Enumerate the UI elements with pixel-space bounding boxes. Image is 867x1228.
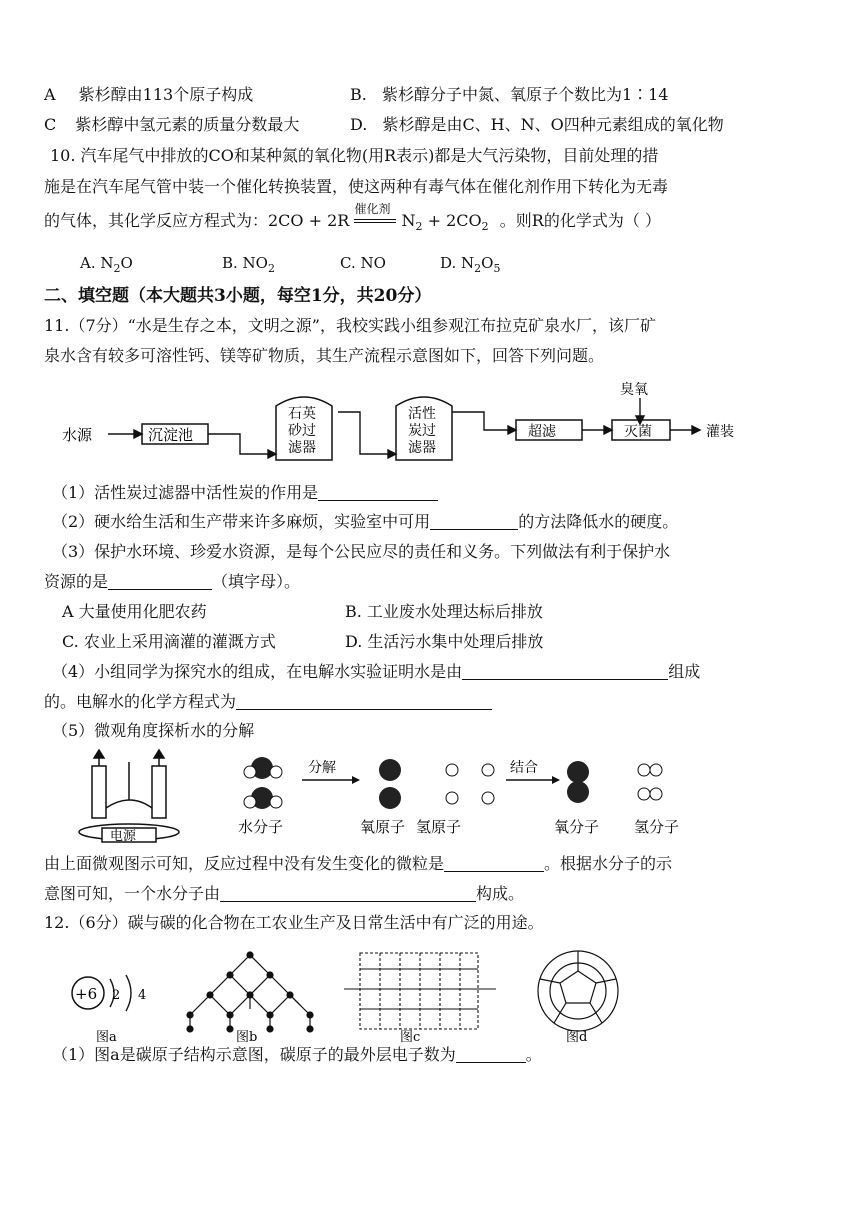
q11-opt-c: C. 农业上采用滴灌的灌溉方式 <box>62 632 276 651</box>
flow-carbon-3: 滤器 <box>408 440 436 456</box>
q10-catalyst-arrow <box>354 202 396 232</box>
q11-part2-blank[interactable] <box>430 513 518 530</box>
q11-opt-a: A 大量使用化肥农药 <box>62 602 207 621</box>
q11-part3-line1: （3）保护水环境、珍爱水资源，是每个公民应尽的责任和义务。下列做法有利于保护水 <box>52 542 671 561</box>
fig-a-label: 图a <box>96 1030 117 1045</box>
flow-carbon-1: 活性 <box>408 406 436 422</box>
q10-question: 。则R的化学式为（ ） <box>499 211 661 230</box>
q10-opt-a-tail: O <box>120 254 133 272</box>
q9-option-d-text: 紫杉醇是由C、H、N、O四种元素组成的氧化物 <box>382 115 724 134</box>
q11-part5-after1-post: 。根据水分子的示 <box>544 854 673 873</box>
flow-sterilize: 灭菌 <box>624 424 652 440</box>
flow-sand-2: 砂过 <box>288 423 316 439</box>
flow-settle: 沉淀池 <box>148 426 194 444</box>
c60-structure <box>538 951 618 1031</box>
water-molecules <box>244 757 282 809</box>
flow-carbon-2: 炭过 <box>408 423 436 439</box>
q11-flow-diagram <box>0 380 867 470</box>
q11-part3-line2 <box>44 571 300 593</box>
q11-micro-diagram <box>0 748 867 844</box>
q11-part2-pre: （2）硬水给生活和生产带来许多麻烦，实验室中可用 <box>52 512 431 531</box>
q10-opt-b-text: B. NO <box>222 254 268 272</box>
q11-part5-after2-pre: 意图可知，一个水分子由 <box>44 884 221 903</box>
decompose-label: 分解 <box>308 760 336 776</box>
q10-product-n-sub: 2 <box>415 220 423 233</box>
q12-figures <box>0 945 867 1045</box>
hydrogen-molecule-label: 氢分子 <box>634 818 680 836</box>
q11-flow-svg <box>0 380 867 470</box>
hydrogen-atom-label: 氢原子 <box>416 818 462 836</box>
q11-part5: （5）微观角度探析水的分解 <box>52 721 255 740</box>
q10-opt-d-sub: 2 <box>474 262 482 275</box>
q12-figures-svg <box>0 945 867 1045</box>
q11-part4-pre: （4）小组同学为探究水的组成，在电解水实验证明水是由 <box>52 662 463 681</box>
q11-part2 <box>52 511 678 533</box>
q11-part5-after1 <box>44 853 672 875</box>
diamond-structure <box>187 952 313 1032</box>
q10-opt-a-sub: 2 <box>113 262 121 275</box>
q11-opt-d: D. 生活污水集中处理后排放 <box>345 632 544 651</box>
molecules <box>567 761 662 803</box>
q11-part4-line1 <box>52 661 700 683</box>
flow-source: 水源 <box>62 426 93 444</box>
water-molecule-label: 水分子 <box>238 818 284 836</box>
shell2-label: 4 <box>138 988 147 1003</box>
q10-opt-a <box>80 252 133 280</box>
q11-micro-svg <box>0 748 867 844</box>
q11-part4-line2-text: 的。电解水的化学方程式为 <box>44 692 237 711</box>
oxygen-molecule-label: 氧分子 <box>554 818 600 836</box>
q10-opt-d-tail: O <box>481 254 494 272</box>
q9-option-c <box>44 114 299 136</box>
q12-part1 <box>52 1044 542 1066</box>
q11-part5-blank1[interactable] <box>444 855 544 872</box>
graphite-structure <box>344 953 496 1029</box>
q10-opt-b <box>222 252 275 280</box>
q9-option-c-letter: C <box>44 115 57 134</box>
nucleus-label: +6 <box>75 985 98 1003</box>
fig-c-label: 图c <box>400 1030 421 1045</box>
q12-line1: 12.（6分）碳与碳的化合物在工农业生产及日常生活中有广泛的用途。 <box>44 913 544 932</box>
q11-part2-post: 的方法降低水的硬度。 <box>518 512 679 531</box>
oxygen-atom-label: 氧原子 <box>360 818 406 836</box>
q10-line1: 10. 汽车尾气中排放的CO和某种氮的氧化物(用R表示)都是大气污染物，目前处理的措 <box>50 146 659 165</box>
q12-part1-post: 。 <box>525 1045 542 1064</box>
q10-opt-d-sub5: 5 <box>493 262 501 275</box>
q10-product-co2-sub: 2 <box>481 220 489 233</box>
q9-option-a <box>44 84 253 106</box>
q9-option-c-text: 紫杉醇中氢元素的质量分数最大 <box>75 115 300 134</box>
q10-line2: 施是在汽车尾气管中装一个催化转换装置，使这两种有毒气体在催化剂作用下转化为无毒 <box>44 177 669 196</box>
power-label: 电源 <box>110 829 137 844</box>
q10-opt-d-text: D. N <box>440 254 475 272</box>
q11-part1 <box>52 482 438 504</box>
q11-part1-blank[interactable] <box>318 484 438 501</box>
q9-option-a-letter: A <box>44 85 56 104</box>
q11-part4-post: 组成 <box>668 662 701 681</box>
q10-catalyst-label: 催化剂 <box>354 202 391 216</box>
q11-line2: 泉水含有较多可溶性钙、镁等矿物质，其生产流程示意图如下，回答下列问题。 <box>44 346 605 365</box>
q12-part1-pre: （1）图a是碳原子结构示意图，碳原子的最外层电子数为 <box>52 1045 456 1064</box>
q11-part1-text: （1）活性炭过滤器中活性炭的作用是 <box>52 483 319 502</box>
combine-label: 结合 <box>510 760 538 776</box>
q10-equals-line-top <box>354 219 396 220</box>
fig-d-label: 图d <box>566 1030 588 1045</box>
q11-part5-after1-pre: 由上面微观图示可知，反应过程中没有发生变化的微粒是 <box>44 854 445 873</box>
flow-fill: 灌装 <box>706 424 734 440</box>
q10-product-rest: + 2CO <box>422 211 482 230</box>
q10-equation-reactants: 的气体，其化学反应方程式为：2CO + 2R <box>44 211 350 230</box>
section-2-heading: 二、填空题（本大题共3小题，每空1分，共20分） <box>44 286 432 306</box>
q10-equation-line <box>44 202 661 238</box>
q11-part3-blank[interactable] <box>108 573 212 590</box>
q9-option-d <box>350 114 724 136</box>
flow-sand-1: 石英 <box>288 406 316 422</box>
shell1-label: 2 <box>112 988 121 1003</box>
q9-option-b <box>350 84 668 106</box>
fig-b-label: 图b <box>236 1030 258 1045</box>
flow-sand-3: 滤器 <box>288 440 316 456</box>
q10-equals-line-bottom <box>354 222 396 223</box>
q11-part5-after2 <box>44 883 524 905</box>
q11-part4-blank2[interactable] <box>236 693 492 710</box>
q11-part5-after2-post: 构成。 <box>476 884 525 903</box>
q11-part4-line2 <box>44 691 492 713</box>
flow-ozone: 臭氧 <box>620 382 648 398</box>
q10-opt-b-sub: 2 <box>267 262 275 275</box>
q9-option-b-letter: B. <box>350 85 367 104</box>
q10-opt-d <box>440 252 500 280</box>
flow-ultra: 超滤 <box>528 424 556 440</box>
q11-part3-post: （填字母）。 <box>212 572 301 591</box>
q11-line1: 11.（7分）“水是生存之本，文明之源”，我校实践小组参观江布拉克矿泉水厂，该厂矿 <box>44 316 656 335</box>
q9-option-d-letter: D. <box>350 115 368 134</box>
atoms <box>379 759 494 809</box>
q10-product-n: N <box>401 211 416 230</box>
q12-part1-blank[interactable] <box>456 1046 526 1063</box>
carbon-atom-structure <box>72 975 146 1011</box>
q10-opt-c: C. NO <box>340 254 386 272</box>
q11-part5-blank2[interactable] <box>220 885 476 902</box>
q9-option-a-text: 紫杉醇由113个原子构成 <box>78 85 254 104</box>
q11-part3-pre: 资源的是 <box>44 572 109 591</box>
q11-part4-blank1[interactable] <box>462 663 668 680</box>
q10-opt-a-text: A. N <box>80 254 114 272</box>
q11-opt-b: B. 工业废水处理达标后排放 <box>345 602 543 621</box>
q9-option-b-text: 紫杉醇分子中氮、氧原子个数比为1∶14 <box>381 85 669 104</box>
